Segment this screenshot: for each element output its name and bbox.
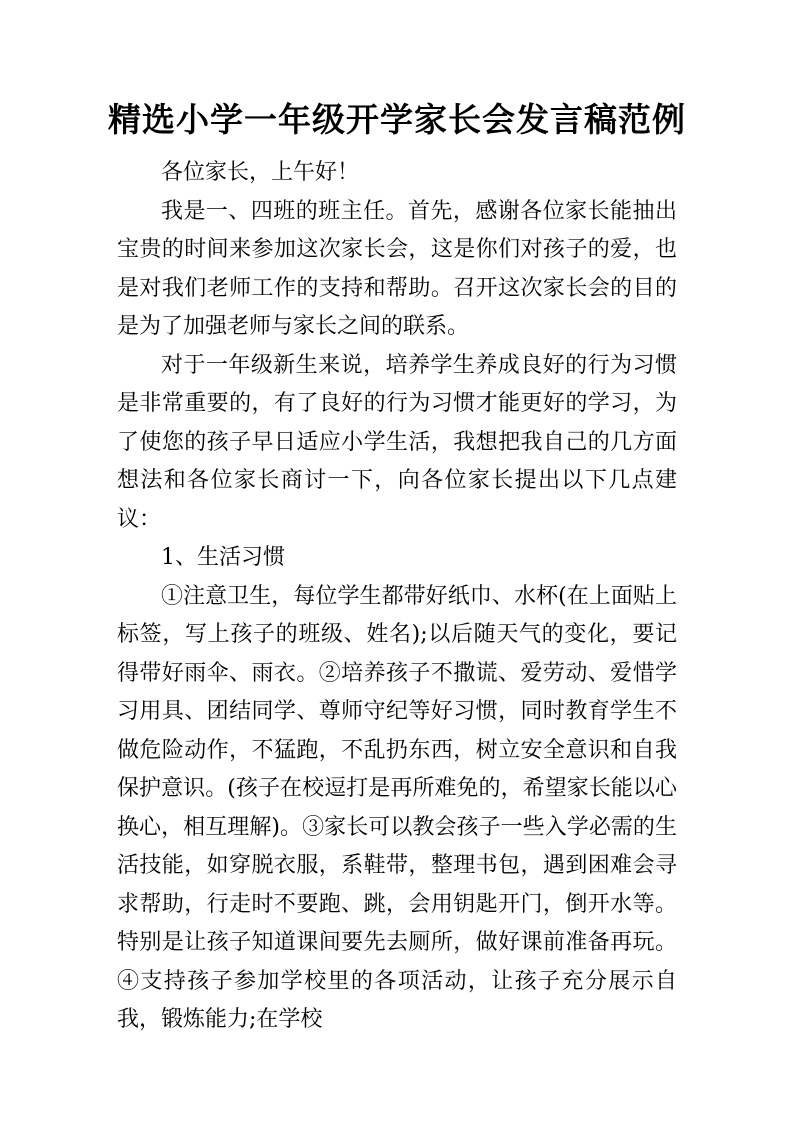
section-heading-living-habits: 1、生活习惯 — [161, 545, 285, 570]
greeting-paragraph: 各位家长，上午好！ — [161, 160, 360, 185]
intro-paragraph: 我是一、四班的班主任。首先，感谢各位家长能抽出宝贵的时间来参加这次家长会，这是你们对孩子的爱，也是对我们老师工作的支持和帮助。召开这次家长会的目的是为了加强老师与家长之间的联系。 — [117, 198, 677, 339]
habits-intro-paragraph: 对于一年级新生来说，培养学生养成良好的行为习惯是非常重要的，有了良好的行为习惯才能更好的学习，为了使您的孩子早日适应小学生活，我想把我自己的几方面想法和各位家长商讨一下，向各位家长提出以下几点建议： — [117, 352, 677, 532]
document-body — [117, 154, 677, 1040]
living-habits-paragraph: ①注意卫生，每位学生都带好纸巾、水杯(在上面贴上标签，写上孩子的班级、姓名);以后随天气的变化，要记得带好雨伞、雨衣。②培养孩子不撒谎、爱劳动、爱惜学习用具、团结同学、尊师守纪等好习惯，同时教育学生不做危险动作，不猛跑，不乱扔东西，树立安全意识和自我保护意识。(孩子在校逗打是再所难免的，希望家长能以心换心，相互理解)。③家长可以教会孩子一些入学必需的生活技能，如穿脱衣服，系鞋带，整理书包，遇到困难会寻求帮助，行走时不要跑、跳，会用钥匙开门，倒开水等。特别是让孩子知道课间要先去厕所，做好课前准备再玩。④支持孩子参加学校里的各项活动，让孩子充分展示自我，锻炼能力;在学校 — [117, 583, 677, 1032]
document-title: 精选小学一年级开学家长会发言稿范例 — [108, 100, 686, 139]
